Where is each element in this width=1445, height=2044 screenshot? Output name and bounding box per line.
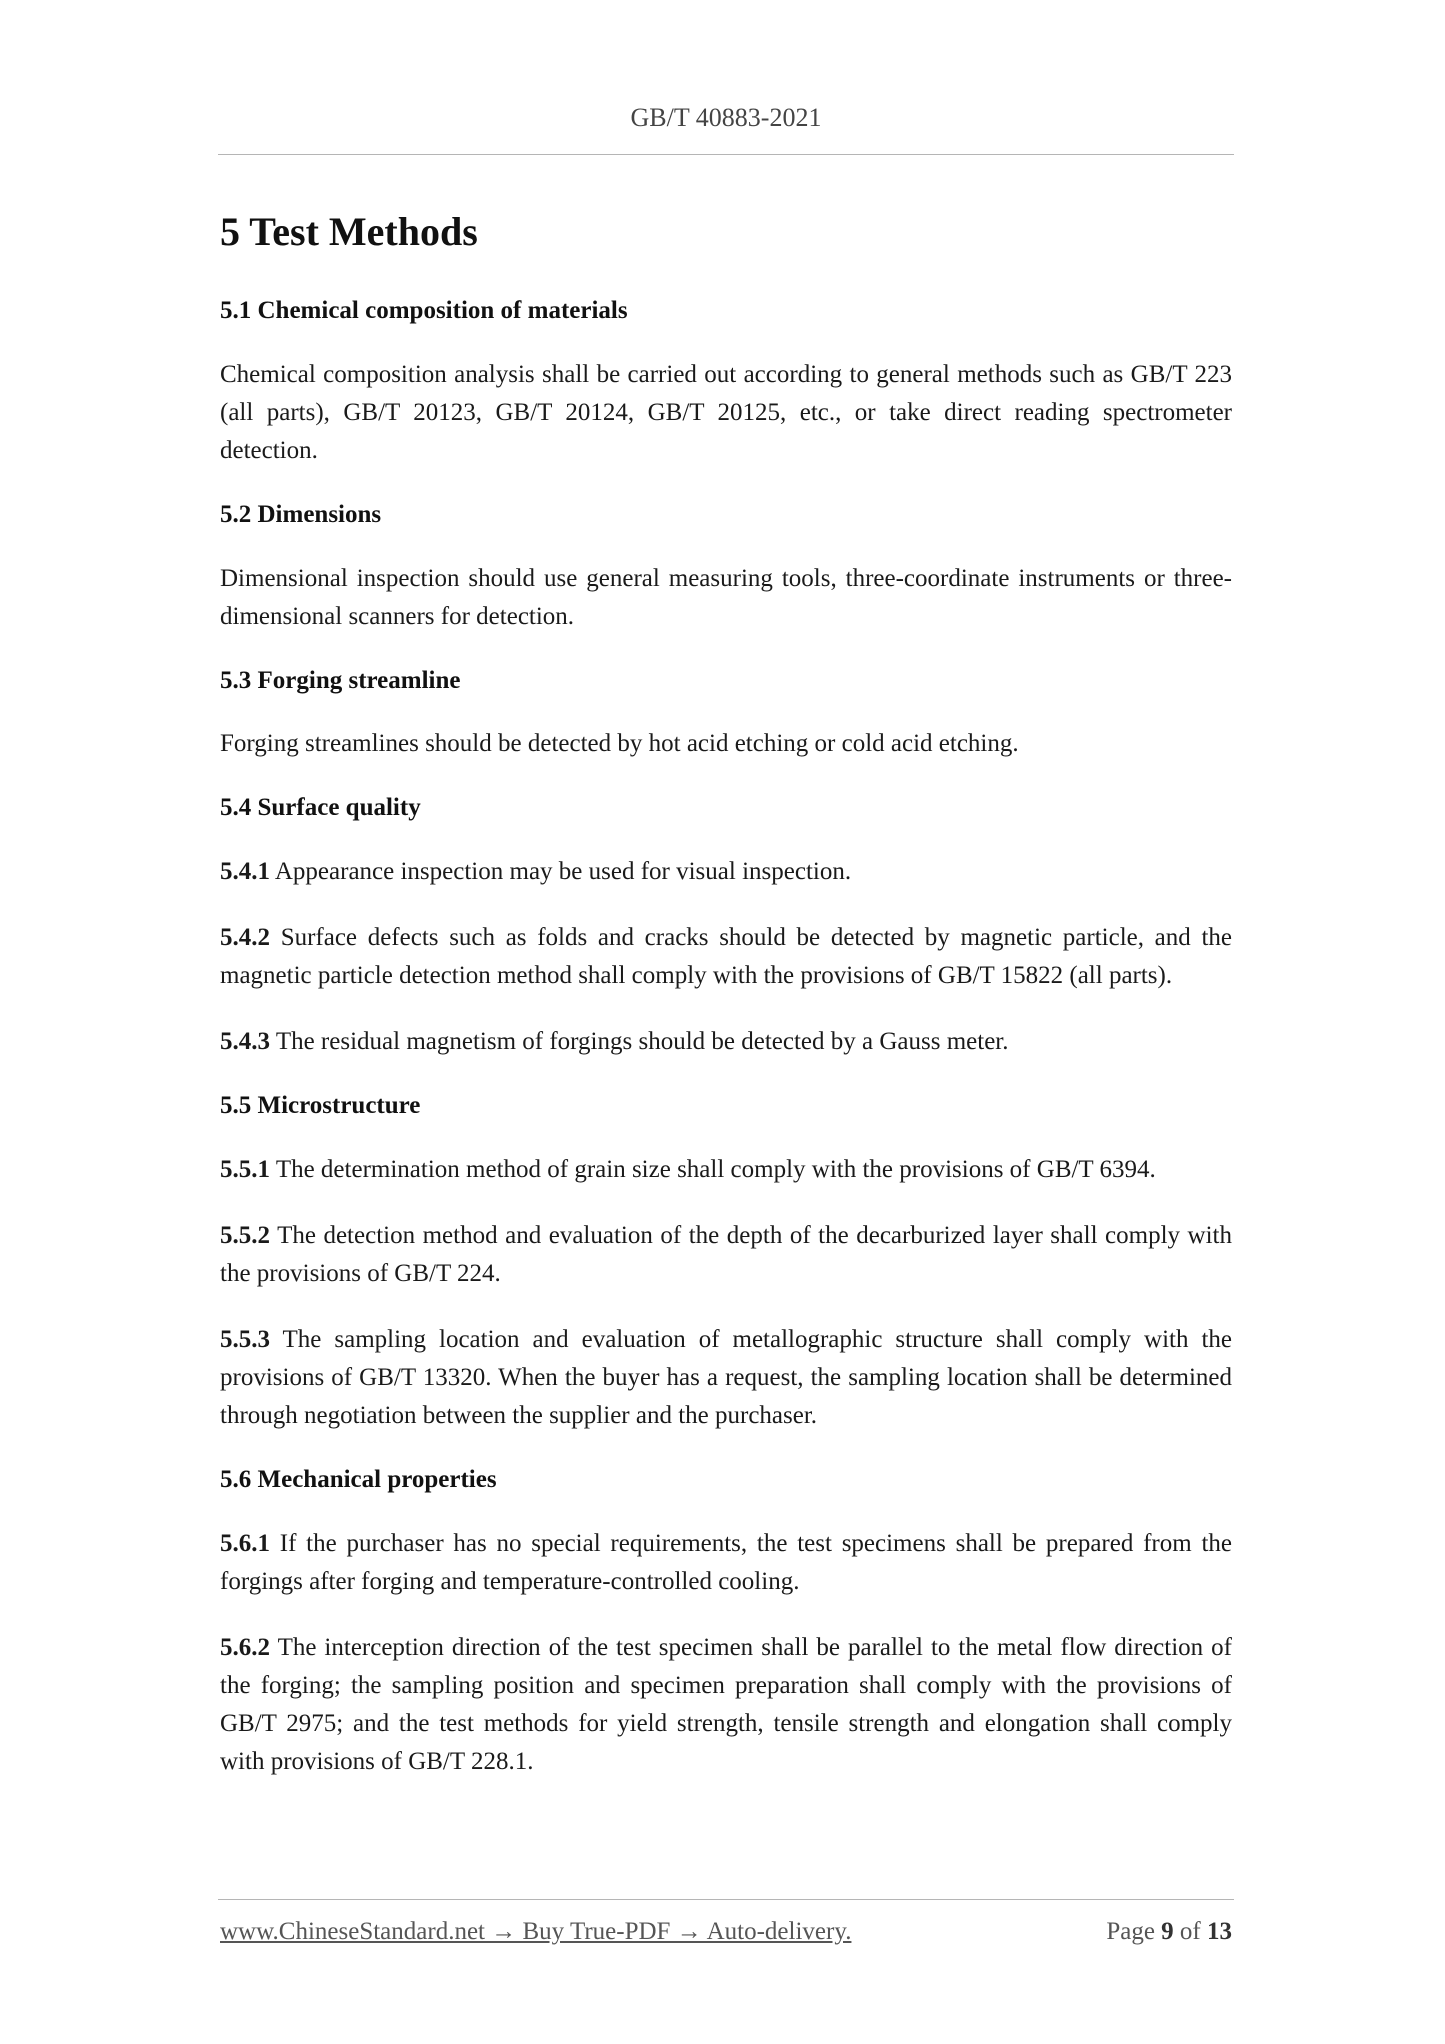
running-header: GB/T 40883-2021 [630,103,822,132]
footer-divider [218,1899,1234,1900]
clause-text: If the purchaser has no special requirements, the test specimens shall be prepared from the forgings after forging and temperature-controlled cooling. [220,1529,1233,1595]
clause-text: Surface defects such as folds and cracks should be detected by magnetic particle, and the magnetic particle detection method shall comply with the provisions of GB/T 15822 (all parts). [220,924,1233,989]
section-title: 5 Test Methods [220,209,478,254]
clause-number: 5.5.3 [220,1325,270,1353]
clause-text: The sampling location and evaluation of metallographic structure shall comply with the provisions of GB/T 13320. When the buyer has a request, the sampling location shall be determined through negotiation between the supplier and the purchaser. [220,1325,1232,1429]
clause-text: The determination method of grain size shall comply with the provisions of GB/T 6394. [275,1155,1156,1183]
clause-number: 5.6.2 [220,1633,270,1661]
clause-number: 5.4.1 [220,858,270,885]
clause-text: The detection method and evaluation of the depth of the decarburized layer shall comply with the provisions of GB/T 224. [220,1221,1232,1287]
clause-number: 5.4.3 [220,1028,270,1055]
clause-number: 5.4.2 [220,924,270,951]
of-word: of [1179,1918,1201,1945]
clause-paragraph [220,919,1232,995]
footer-link[interactable]: www.ChineseStandard.net → Buy True-PDF → Auto-delivery. [220,1918,852,1945]
clause-text: The residual magnetism of forgings should be detected by a Gauss meter. [275,1028,1009,1055]
page-current: 9 [1161,1918,1174,1945]
clause-paragraph [220,1023,1232,1061]
page-content [220,208,1232,1809]
clause-paragraph [220,853,1232,891]
page-indicator [1106,1918,1232,1946]
clause-number: 5.5.2 [220,1221,270,1249]
clause-paragraph [220,1151,1232,1189]
clause-paragraph [220,1321,1232,1435]
subsection-heading: 5.1 Chemical composition of materials [220,297,628,324]
subsection-heading: 5.6 Mechanical properties [220,1465,497,1493]
clause-text: The interception direction of the test specimen shall be parallel to the metal flow direction of the forging; the sampling position and specimen preparation shall comply with the provisions of GB/T 2975; and the test methods for yield strength, tensile strength and elongation shall comply with provisions of GB/T 228.1. [220,1633,1232,1775]
clause-paragraph [220,725,1232,763]
clause-paragraph [220,560,1232,636]
clause-number: 5.6.1 [220,1529,270,1557]
clause-paragraph [220,356,1232,470]
subsection-heading: 5.5 Microstructure [220,1092,421,1119]
clause-number: 5.5.1 [220,1155,270,1183]
page-total: 13 [1207,1918,1232,1945]
clause-paragraph [220,1217,1232,1293]
subsection-heading: 5.2 Dimensions [220,500,382,528]
clause-text: Dimensional inspection should use general measuring tools, three-coordinate instruments or three-dimensional scanners for detection. [220,564,1232,630]
page-footer [220,1918,1232,1946]
subsection-heading: 5.3 Forging streamline [220,666,461,694]
subsection-heading: 5.4 Surface quality [220,794,421,822]
clause-paragraph [220,1629,1232,1781]
header-divider [218,154,1234,155]
clause-text: Chemical composition analysis shall be carried out according to general methods such as GB/T 223 (all parts), GB/T 20123, GB/T 20124, GB/T 20125, etc., or take direct reading spectrometer detection. [220,360,1232,464]
clause-paragraph [220,1525,1232,1601]
clause-text: Forging streamlines should be detected by hot acid etching or cold acid etching. [220,730,1019,758]
page-word: Page [1106,1918,1155,1945]
clause-text: Appearance inspection may be used for visual inspection. [274,858,852,885]
section-body [220,294,1232,1781]
